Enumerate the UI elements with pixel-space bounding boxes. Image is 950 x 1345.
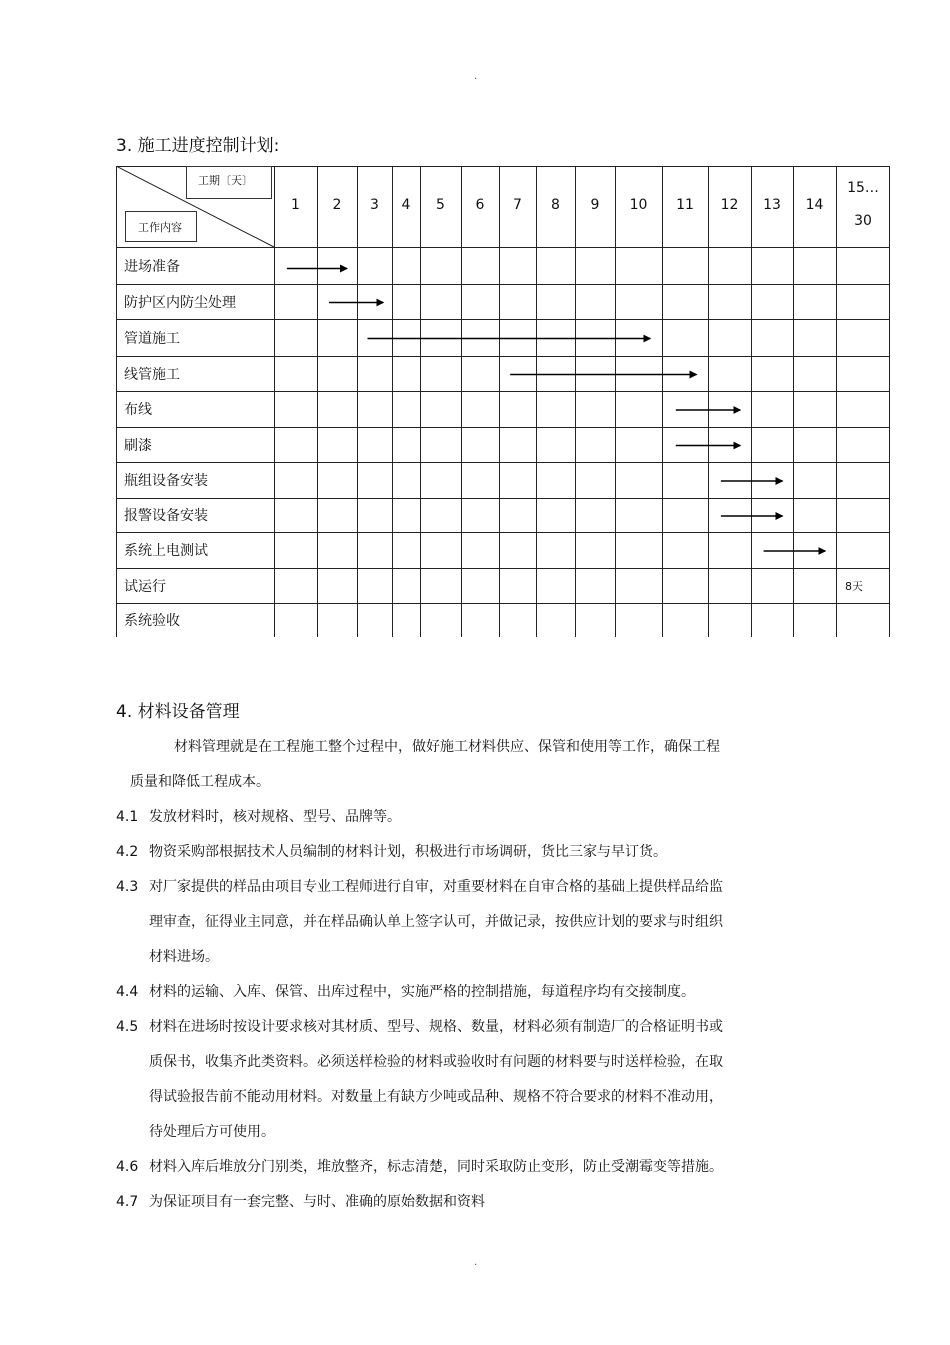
day-header-15-top: 15…	[847, 180, 879, 196]
item-number: 4.3	[116, 879, 139, 895]
item-text-line: 得试验报告前不能动用材料。对数量上有缺方少吨或品种、规格不符合要求的材料不准动用，	[149, 1089, 723, 1105]
task-name: 刷漆	[124, 437, 152, 454]
day-header-9: 9	[590, 197, 600, 213]
header-period-label: 工期〔天〕	[198, 174, 253, 187]
section-4-title: 4. 材料设备管理	[116, 702, 240, 722]
day-header-8: 8	[551, 197, 560, 213]
intro-line-1: 材料管理就是在工程施工整个过程中，做好施工材料供应、保管和使用等工作，确保工程	[174, 739, 720, 755]
item-text-line: 理审查，征得业主同意，并在样品确认单上签字认可，并做记录，按供应计划的要求与时组织	[149, 914, 723, 930]
item-text-line: 发放材料时，核对规格、型号、品牌等。	[149, 809, 401, 825]
task-name: 报警设备安装	[124, 508, 208, 524]
task-name: 管道施工	[124, 330, 180, 347]
task-name: 防护区内防尘处理	[124, 294, 236, 311]
item-text-line: 为保证项目有一套完整、与时、准确的原始数据和资料	[149, 1194, 485, 1210]
item-text-line: 材料的运输、入库、保管、出库过程中，实施严格的控制措施，每道程序均有交接制度。	[149, 984, 695, 1000]
intro-line-2: 质量和降低工程成本。	[130, 774, 270, 790]
task-name: 试运行	[124, 578, 166, 595]
day-header-3: 3	[370, 197, 379, 213]
item-text-line: 质保书，收集齐此类资料。必须送样检验的材料或验收时有问题的材料要与时送样检验，在取	[149, 1054, 723, 1070]
schedule-table	[116, 166, 890, 637]
section-3-title: 3. 施工进度控制计划:	[116, 136, 280, 156]
day-header-4: 4	[401, 197, 411, 213]
day-header-12: 12	[720, 197, 739, 213]
day-header-7: 7	[513, 197, 522, 213]
task-note: 8天	[845, 579, 863, 593]
day-header-5: 5	[436, 197, 445, 213]
item-text-line: 物资采购部根据技术人员编制的材料计划，积极进行市场调研，货比三家与早订货。	[149, 844, 667, 860]
day-header-14: 14	[805, 197, 824, 213]
item-number: 4.2	[116, 844, 139, 860]
item-number: 4.1	[116, 809, 139, 825]
header-content-label: 工作内容	[138, 221, 182, 234]
schedule-grid	[116, 166, 890, 637]
item-text-line: 待处理后方可使用。	[149, 1124, 275, 1140]
item-number: 4.6	[116, 1159, 139, 1175]
day-header-13: 13	[763, 197, 781, 213]
day-header-10: 10	[629, 197, 648, 213]
task-name: 瓶组设备安装	[124, 473, 208, 489]
task-name: 布线	[124, 402, 152, 418]
item-text-line: 材料进场。	[149, 949, 219, 965]
item-number: 4.4	[116, 984, 139, 1000]
page-bottom-dot: .	[474, 1257, 478, 1268]
page-top-dot: .	[474, 71, 478, 82]
item-text-line: 材料在进场时按设计要求核对其材质、型号、规格、数量，材料必须有制造厂的合格证明书或	[149, 1019, 723, 1035]
day-header-11: 11	[676, 197, 694, 213]
day-header-2: 2	[332, 197, 342, 213]
day-header-1: 1	[291, 197, 300, 213]
task-name: 线管施工	[124, 366, 180, 383]
day-header-6: 6	[475, 197, 485, 213]
task-name: 系统上电测试	[124, 543, 208, 559]
item-text-line: 材料入库后堆放分门别类，堆放整齐，标志清楚，同时采取防止变形，防止受潮霉变等措施。	[149, 1159, 723, 1175]
item-number: 4.7	[116, 1194, 139, 1210]
task-name: 系统验收	[124, 613, 180, 629]
day-header-15-bottom: 30	[854, 213, 872, 229]
item-number: 4.5	[116, 1019, 139, 1035]
item-text-line: 对厂家提供的样品由项目专业工程师进行自审，对重要材料在自审合格的基础上提供样品给监	[149, 879, 723, 895]
task-name: 进场准备	[124, 258, 180, 275]
